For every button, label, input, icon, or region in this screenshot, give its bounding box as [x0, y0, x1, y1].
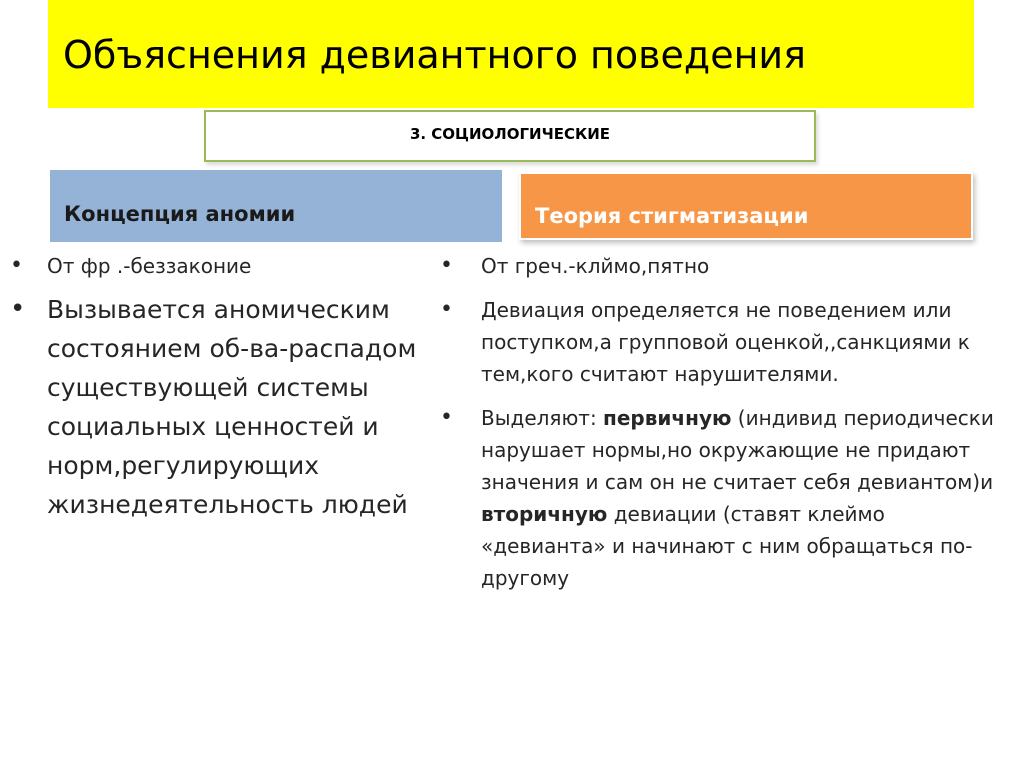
bullet-text: От фр .-беззаконие [47, 254, 252, 278]
list-item [10, 290, 430, 524]
list-item [440, 294, 1000, 390]
bullet-icon: • [10, 253, 23, 278]
primary-deviation-term: первичную [603, 406, 732, 430]
stigmatization-theory-heading: Теория стигматизации [535, 204, 809, 228]
bullet-text-part: девиации (ставят клеймо «девианта» и начинают с ним обращаться по-другому [481, 502, 973, 590]
bullet-text: Вызывается аномическим состоянием об-ва-распадом существующей системы социальных ценностей и норм,регулирующих жизнедеятельность людей [47, 295, 417, 519]
bullet-icon: • [10, 294, 26, 324]
subtitle-box [204, 110, 816, 162]
bullet-text: Девиация определяется не поведением или поступком,а групповой оценкой,,санкциями к тем,кого считают нарушителями. [481, 298, 970, 386]
bullet-icon: • [440, 297, 453, 322]
subtitle: 3. СОЦИОЛОГИЧЕСКИЕ [409, 125, 611, 143]
stigmatization-bullet-list [440, 250, 1000, 606]
list-item [440, 250, 1000, 282]
anomie-bullet-list [10, 250, 430, 524]
secondary-deviation-term: вторичную [481, 502, 608, 526]
bullet-icon: • [440, 253, 453, 278]
bullet-icon: • [440, 405, 453, 430]
bullet-text-part: Выделяют: [481, 406, 604, 430]
stigmatization-theory-panel [519, 172, 973, 240]
anomie-concept-panel [50, 170, 502, 242]
bullet-text-part: (индивид периодически нарушает нормы,но окружающие не придают значения и сам он не считает себя девиантом)и [481, 406, 994, 494]
page-title: Объяснения девиантного поведения [63, 33, 806, 77]
list-item [10, 250, 430, 282]
list-item [440, 402, 1000, 594]
bullet-text: От греч.-клймо,пятно [481, 254, 710, 278]
anomie-concept-heading: Концепция аномии [64, 202, 296, 226]
